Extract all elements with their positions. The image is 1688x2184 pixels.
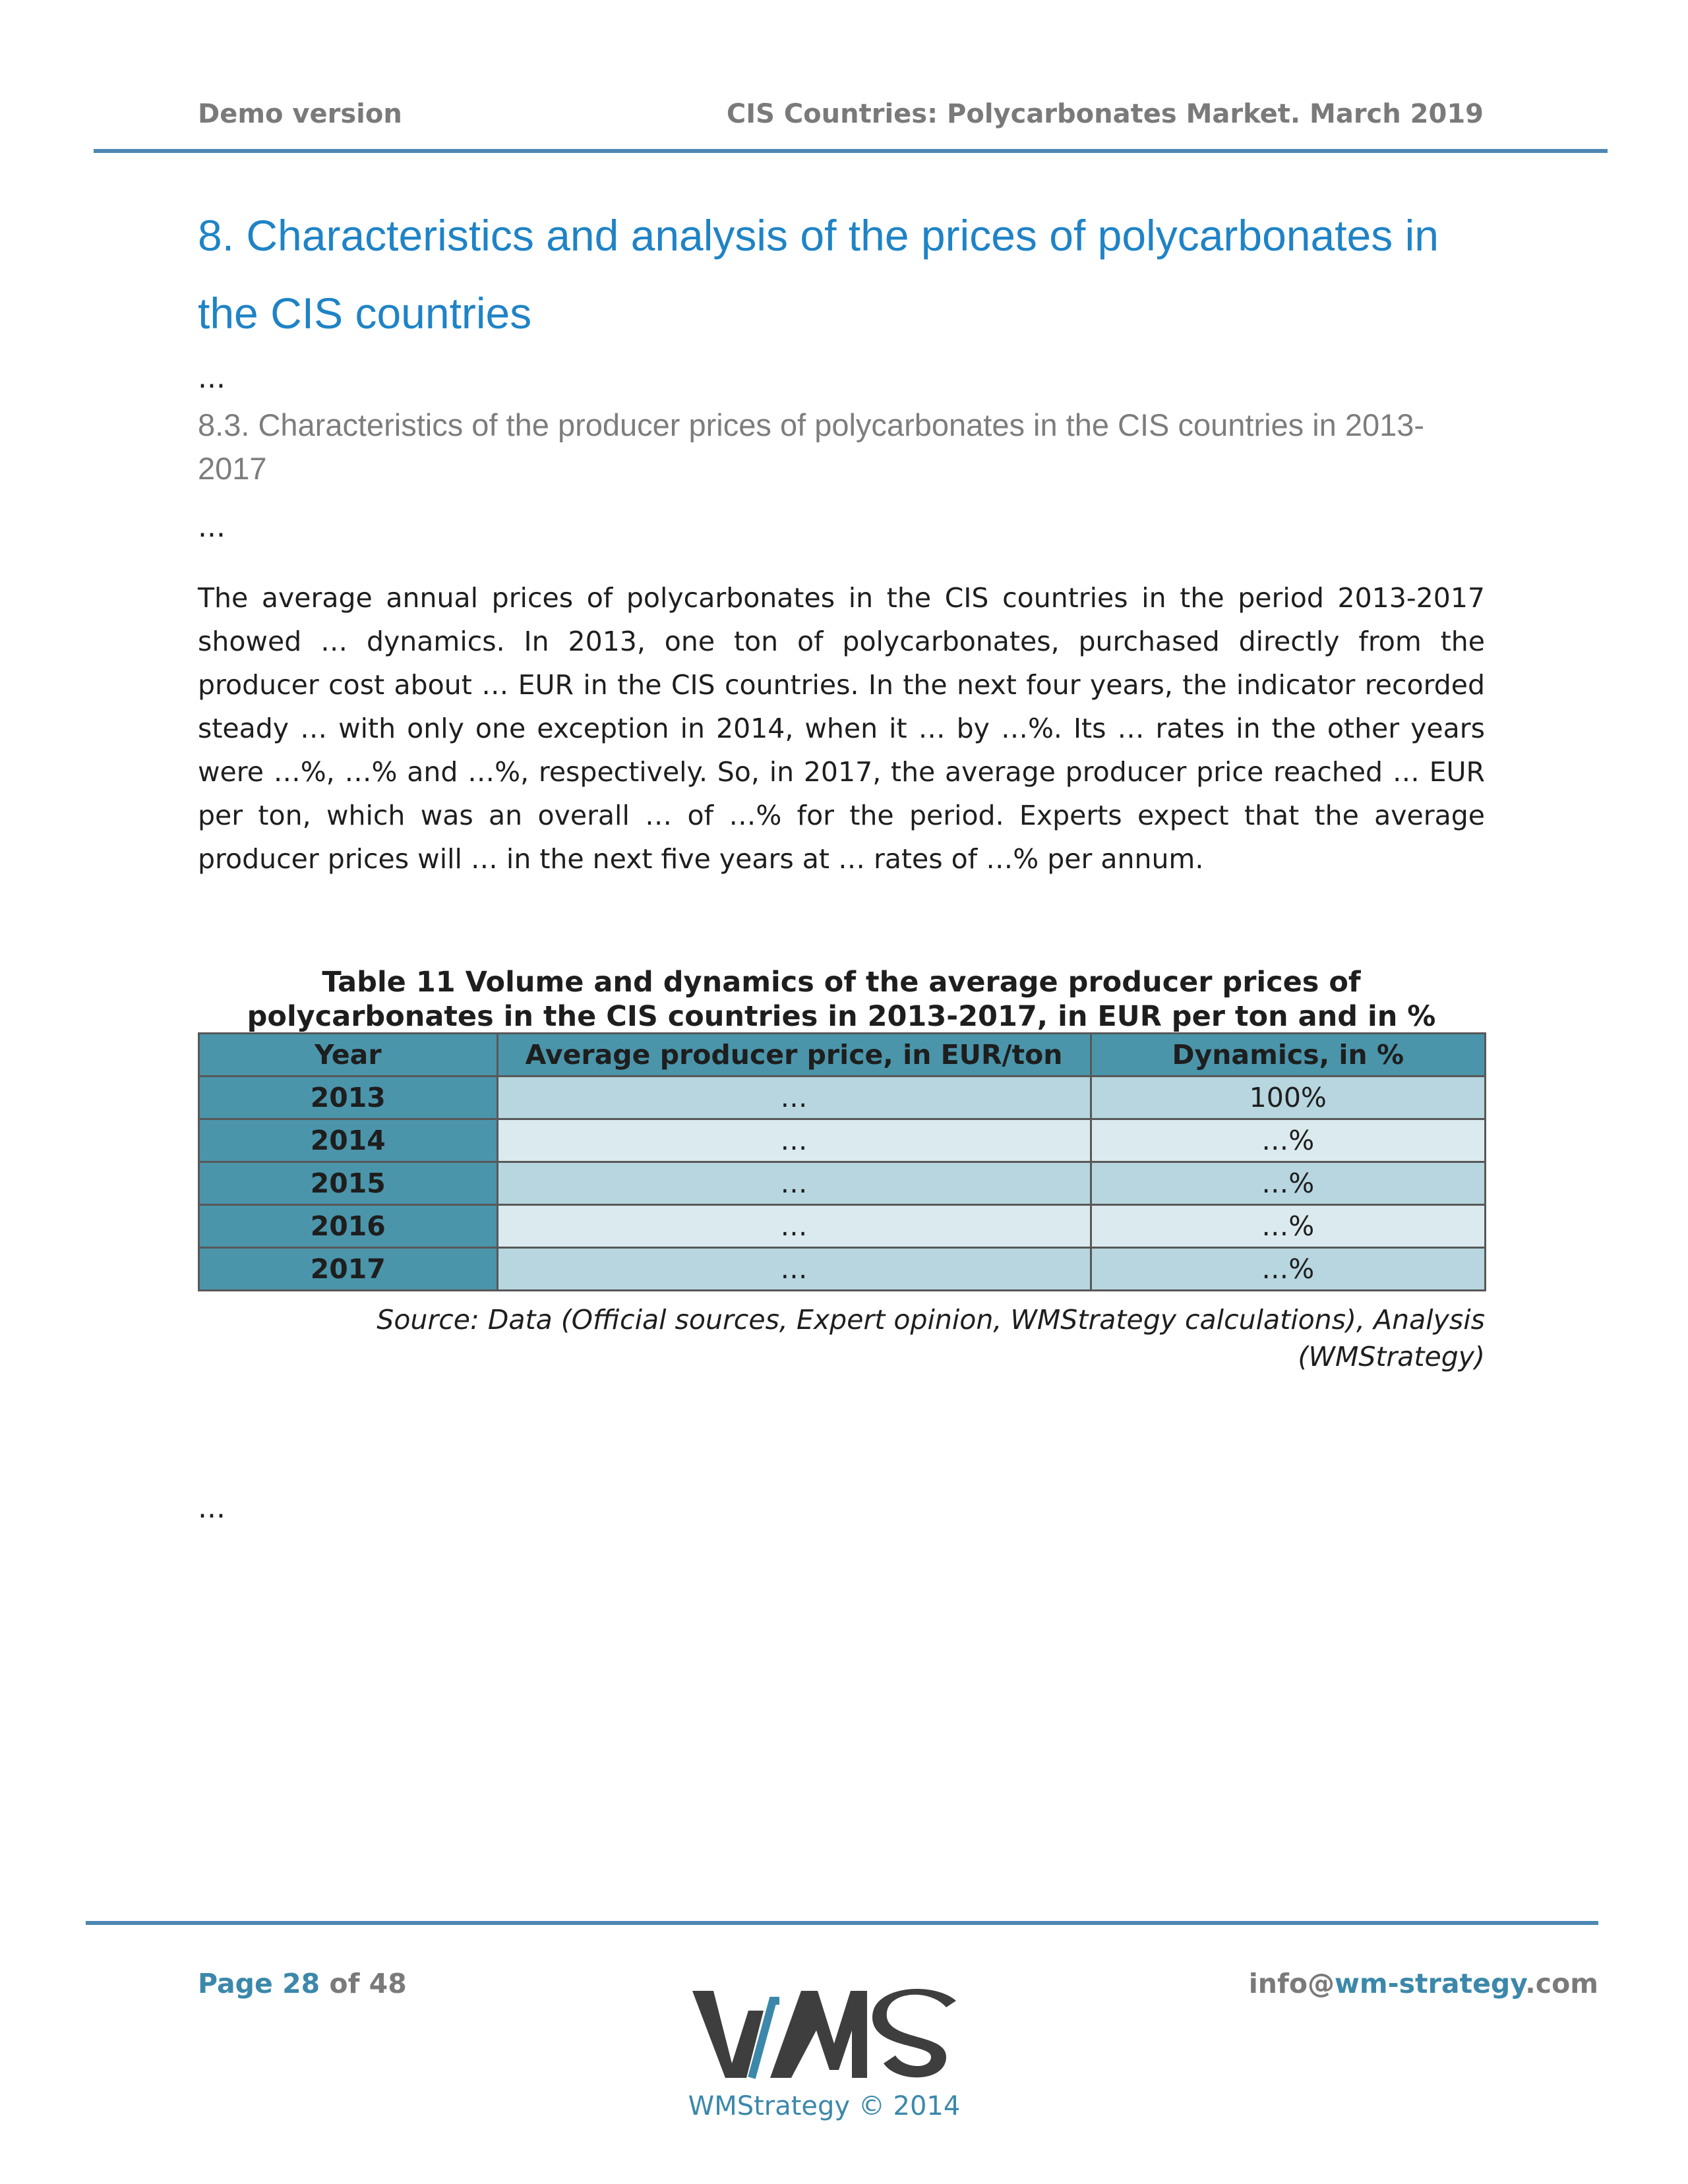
table-row <box>199 1077 1486 1119</box>
column-header-year: Year <box>199 1034 498 1077</box>
header-demo-label: Demo version <box>198 99 402 129</box>
email-suffix: .com <box>1525 1968 1598 1999</box>
table-row <box>199 1205 1486 1248</box>
cell-year: 2014 <box>199 1119 498 1162</box>
logo-caption: WMStrategy © 2014 <box>688 2091 961 2121</box>
body-paragraph: The average annual prices of polycarbonates in the CIS countries in the period 2013-2017 showed … dynamics. In 2013, one ton of polycarbonates, purchased directly from the producer cost about … EUR in the CIS countries. In the next four years, the indicator recorded steady … with only one exception in 2014, when it … by …%. Its … rates in the other years were …%, …% and …%, respectively. So, in 2017, the average producer price reached … EUR per ton, which was an overall … of …% for the period. Experts expect that the average producer prices will … in the next five years at … rates of …% per annum. <box>198 582 1485 875</box>
cell-dynamics: …% <box>1091 1119 1485 1162</box>
cell-dynamics: 100% <box>1091 1077 1485 1119</box>
header-report-title: CIS Countries: Polycarbonates Market. March 2019 <box>726 99 1484 129</box>
cell-year: 2013 <box>199 1077 498 1119</box>
contact-email-link[interactable] <box>1249 1968 1598 1999</box>
table-row <box>199 1162 1486 1205</box>
column-header-price: Average producer price, in EUR/ton <box>497 1034 1091 1077</box>
table-caption: Table 11 Volume and dynamics of the average producer prices of polycarbonates in the CIS countries in 2013-2017, in EUR per ton and in % <box>247 966 1436 1033</box>
logo-letter-s <box>872 1989 956 2077</box>
cell-dynamics: …% <box>1091 1162 1485 1205</box>
cell-year: 2017 <box>199 1248 498 1291</box>
cell-dynamics: …% <box>1091 1205 1485 1248</box>
chapter-title: 8. Characteristics and analysis of the prices of polycarbonates in the CIS countries <box>198 211 1439 338</box>
ellipsis-marker: ... <box>198 361 226 395</box>
ellipsis-marker: ... <box>198 1491 226 1525</box>
page-total: of 48 <box>329 1968 407 1999</box>
cell-price: … <box>497 1205 1091 1248</box>
ellipsis-marker: ... <box>198 510 226 544</box>
page-prefix: Page <box>198 1968 273 1999</box>
price-table <box>198 1032 1486 1291</box>
cell-dynamics: …% <box>1091 1248 1485 1291</box>
cell-price: … <box>497 1119 1091 1162</box>
table-row <box>199 1248 1486 1291</box>
header-divider <box>94 149 1608 153</box>
page-header <box>198 99 1484 138</box>
table-header-row <box>199 1034 1486 1077</box>
logo-letter-m <box>770 1991 867 2078</box>
email-domain: wm-strategy <box>1334 1968 1526 1999</box>
cell-year: 2015 <box>199 1162 498 1205</box>
page-number <box>198 1968 407 1999</box>
table-row <box>199 1119 1486 1162</box>
table-source-note: Source: Data (Official sources, Expert opinion, WMStrategy calculations), Analysis (WMStrategy) <box>377 1304 1485 1372</box>
cell-year: 2016 <box>199 1205 498 1248</box>
cell-price: … <box>497 1077 1091 1119</box>
cell-price: … <box>497 1248 1091 1291</box>
column-header-dynamics: Dynamics, in % <box>1091 1034 1485 1077</box>
subsection-title: 8.3. Characteristics of the producer prices of polycarbonates in the CIS countries in 2013-2017 <box>198 407 1425 486</box>
email-prefix: info@ <box>1248 1968 1335 1999</box>
cell-price: … <box>497 1162 1091 1205</box>
page-current: 28 <box>282 1968 320 1999</box>
footer-divider <box>86 1921 1598 1925</box>
